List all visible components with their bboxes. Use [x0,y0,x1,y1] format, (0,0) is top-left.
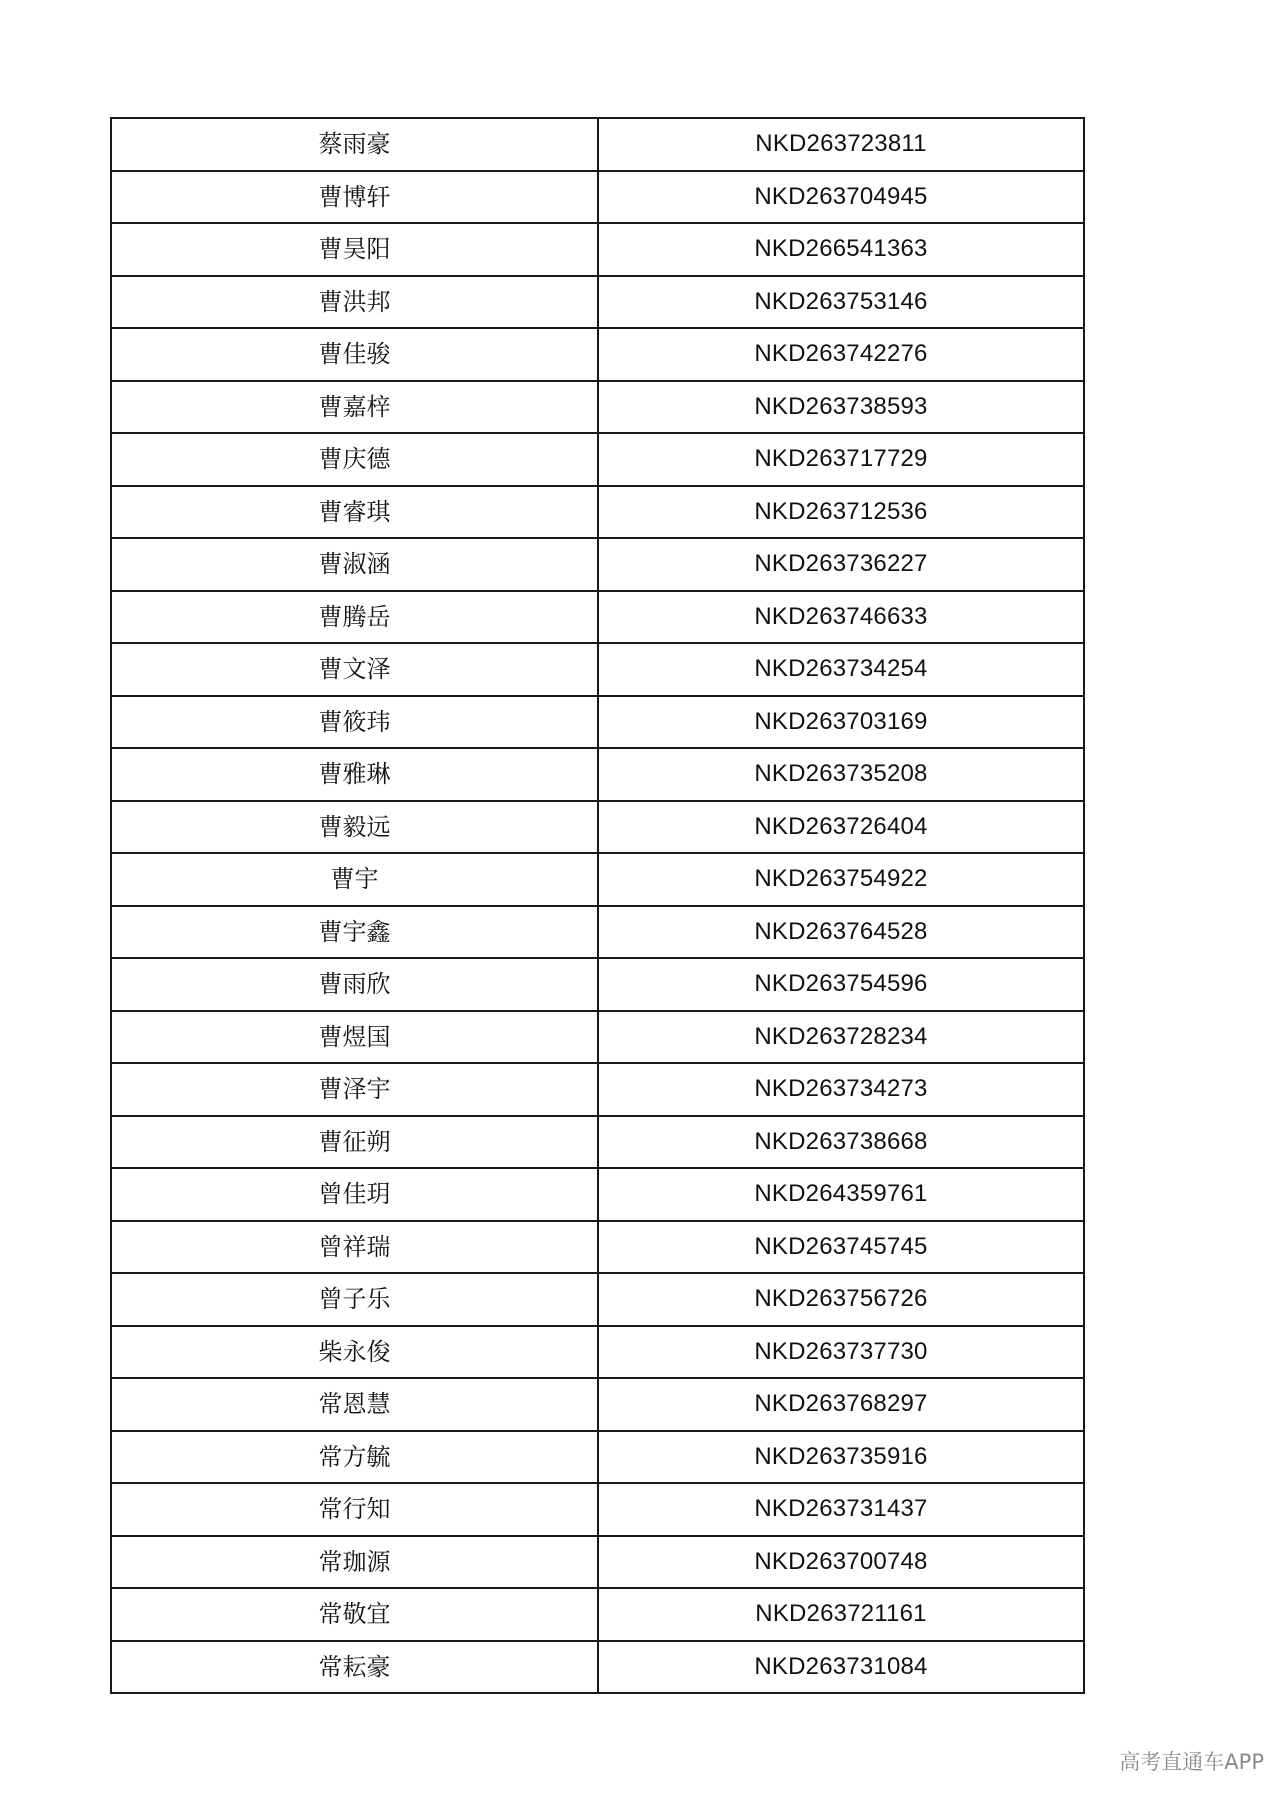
table-row [111,328,1084,381]
name-cell: 曹征朔 [111,1116,598,1169]
table-row [111,1431,1084,1484]
id-cell: NKD263753146 [598,276,1084,329]
table-row [111,1273,1084,1326]
table-row [111,538,1084,591]
table-row [111,276,1084,329]
watermark-text: 高考直通车APP [1119,1750,1264,1774]
id-cell: NKD263764528 [598,906,1084,959]
id-cell: NKD263754596 [598,958,1084,1011]
name-cell: 常珈源 [111,1536,598,1589]
name-cell: 曹博轩 [111,171,598,224]
id-cell: NKD263746633 [598,591,1084,644]
name-cell: 曾佳玥 [111,1168,598,1221]
id-cell: NKD263745745 [598,1221,1084,1274]
table-row [111,696,1084,749]
id-cell: NKD263742276 [598,328,1084,381]
table-row [111,906,1084,959]
id-cell: NKD263735208 [598,748,1084,801]
name-cell: 曹洪邦 [111,276,598,329]
name-cell: 常耘豪 [111,1641,598,1694]
table-row [111,118,1084,171]
name-cell: 曹雅琳 [111,748,598,801]
id-cell: NKD263721161 [598,1588,1084,1641]
table-row [111,591,1084,644]
name-cell: 曹睿琪 [111,486,598,539]
id-cell: NKD263717729 [598,433,1084,486]
table-row [111,1221,1084,1274]
id-cell: NKD263728234 [598,1011,1084,1064]
name-cell: 曹泽宇 [111,1063,598,1116]
id-cell: NKD263734273 [598,1063,1084,1116]
name-cell: 曹毅远 [111,801,598,854]
name-cell: 曹煜国 [111,1011,598,1064]
id-cell: NKD263731084 [598,1641,1084,1694]
name-cell: 曹文泽 [111,643,598,696]
name-cell: 曾祥瑞 [111,1221,598,1274]
table-row [111,801,1084,854]
name-cell: 常敬宜 [111,1588,598,1641]
id-cell: NKD263738593 [598,381,1084,434]
id-cell: NKD263736227 [598,538,1084,591]
table-row [111,958,1084,1011]
id-cell: NKD263754922 [598,853,1084,906]
id-cell: NKD263735916 [598,1431,1084,1484]
name-cell: 曹佳骏 [111,328,598,381]
id-cell: NKD263726404 [598,801,1084,854]
name-cell: 蔡雨豪 [111,118,598,171]
id-cell: NKD263723811 [598,118,1084,171]
table-row [111,853,1084,906]
table-row [111,643,1084,696]
name-cell: 曹雨欣 [111,958,598,1011]
name-cell: 常恩慧 [111,1378,598,1431]
id-cell: NKD266541363 [598,223,1084,276]
table-row [111,223,1084,276]
id-cell: NKD263738668 [598,1116,1084,1169]
name-id-table [110,117,1085,1694]
table-row [111,486,1084,539]
table-row [111,1168,1084,1221]
name-cell: 常行知 [111,1483,598,1536]
table-row [111,1378,1084,1431]
name-cell: 曾子乐 [111,1273,598,1326]
table-row [111,1011,1084,1064]
id-cell: NKD263734254 [598,643,1084,696]
id-cell: NKD263731437 [598,1483,1084,1536]
name-cell: 曹宇 [111,853,598,906]
table-row [111,433,1084,486]
id-cell: NKD263768297 [598,1378,1084,1431]
table-row [111,1063,1084,1116]
name-cell: 曹宇鑫 [111,906,598,959]
id-cell: NKD263704945 [598,171,1084,224]
id-cell: NKD263712536 [598,486,1084,539]
table-row [111,1641,1084,1694]
name-cell: 曹淑涵 [111,538,598,591]
table-row [111,1483,1084,1536]
table-row [111,1588,1084,1641]
table-body [111,118,1084,1693]
name-cell: 曹嘉梓 [111,381,598,434]
table-row [111,1116,1084,1169]
id-cell: NKD263700748 [598,1536,1084,1589]
id-cell: NKD264359761 [598,1168,1084,1221]
table-row [111,171,1084,224]
name-cell: 曹昊阳 [111,223,598,276]
table-row [111,381,1084,434]
table-row [111,1326,1084,1379]
name-cell: 曹庆德 [111,433,598,486]
name-cell: 常方毓 [111,1431,598,1484]
table-row [111,748,1084,801]
id-cell: NKD263703169 [598,696,1084,749]
name-cell: 曹筱玮 [111,696,598,749]
id-cell: NKD263737730 [598,1326,1084,1379]
name-cell: 曹腾岳 [111,591,598,644]
id-cell: NKD263756726 [598,1273,1084,1326]
table-row [111,1536,1084,1589]
name-cell: 柴永俊 [111,1326,598,1379]
